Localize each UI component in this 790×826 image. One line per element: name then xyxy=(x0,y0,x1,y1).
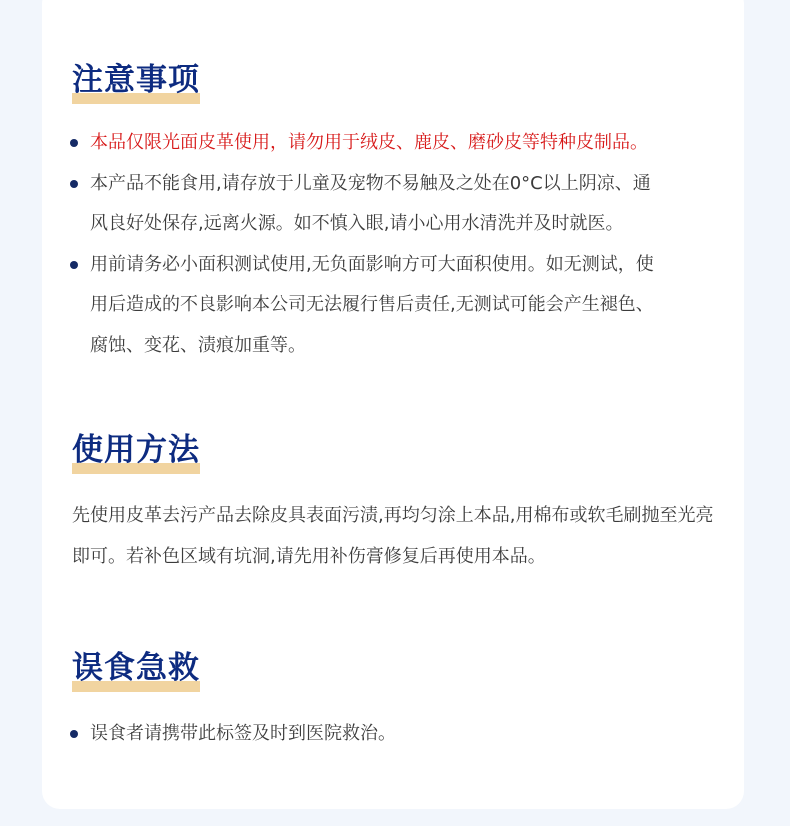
list-item-text: 误食者请携带此标签及时到医院救治。 xyxy=(90,723,396,744)
list-item-text: 本品仅限光面皮革使用，请勿用于绒皮、鹿皮、磨砂皮等特种皮制品。 xyxy=(90,132,648,153)
list-item xyxy=(0,164,660,245)
ingestion-list xyxy=(0,714,660,755)
list-item-text: 本产品不能食用,请存放于儿童及宠物不易触及之处在0°C以上阴凉、通风良好处保存,远离火源。如不慎入眼,请小心用水清洗并及时就医。 xyxy=(90,172,651,234)
usage-title: 使用方法 xyxy=(72,432,200,468)
bullet-dot xyxy=(70,180,78,188)
precautions-list xyxy=(0,123,700,366)
ingestion-heading xyxy=(72,648,200,688)
precautions-title: 注意事项 xyxy=(72,62,200,98)
bullet-dot xyxy=(70,139,78,147)
precautions-heading xyxy=(72,60,200,100)
ingestion-title: 误食急救 xyxy=(72,650,200,686)
list-item-text: 用前请务必小面积测试使用,无负面影响方可大面积使用。如无测试，使用后造成的不良影响本公司无法履行售后责任,无测试可能会产生褪色、腐蚀、变花、渍痕加重等。 xyxy=(90,253,654,356)
list-item xyxy=(0,123,700,164)
bullet-dot xyxy=(70,261,78,269)
list-item xyxy=(0,714,660,755)
usage-paragraph: 先使用皮革去污产品去除皮具表面污渍,再均匀涂上本品,用棉布或软毛刷抛至光亮即可。若补色区域有坑洞,请先用补伤膏修复后再使用本品。 xyxy=(72,505,714,567)
bullet-dot xyxy=(70,730,78,738)
list-item xyxy=(0,245,660,367)
usage-heading xyxy=(72,430,200,470)
